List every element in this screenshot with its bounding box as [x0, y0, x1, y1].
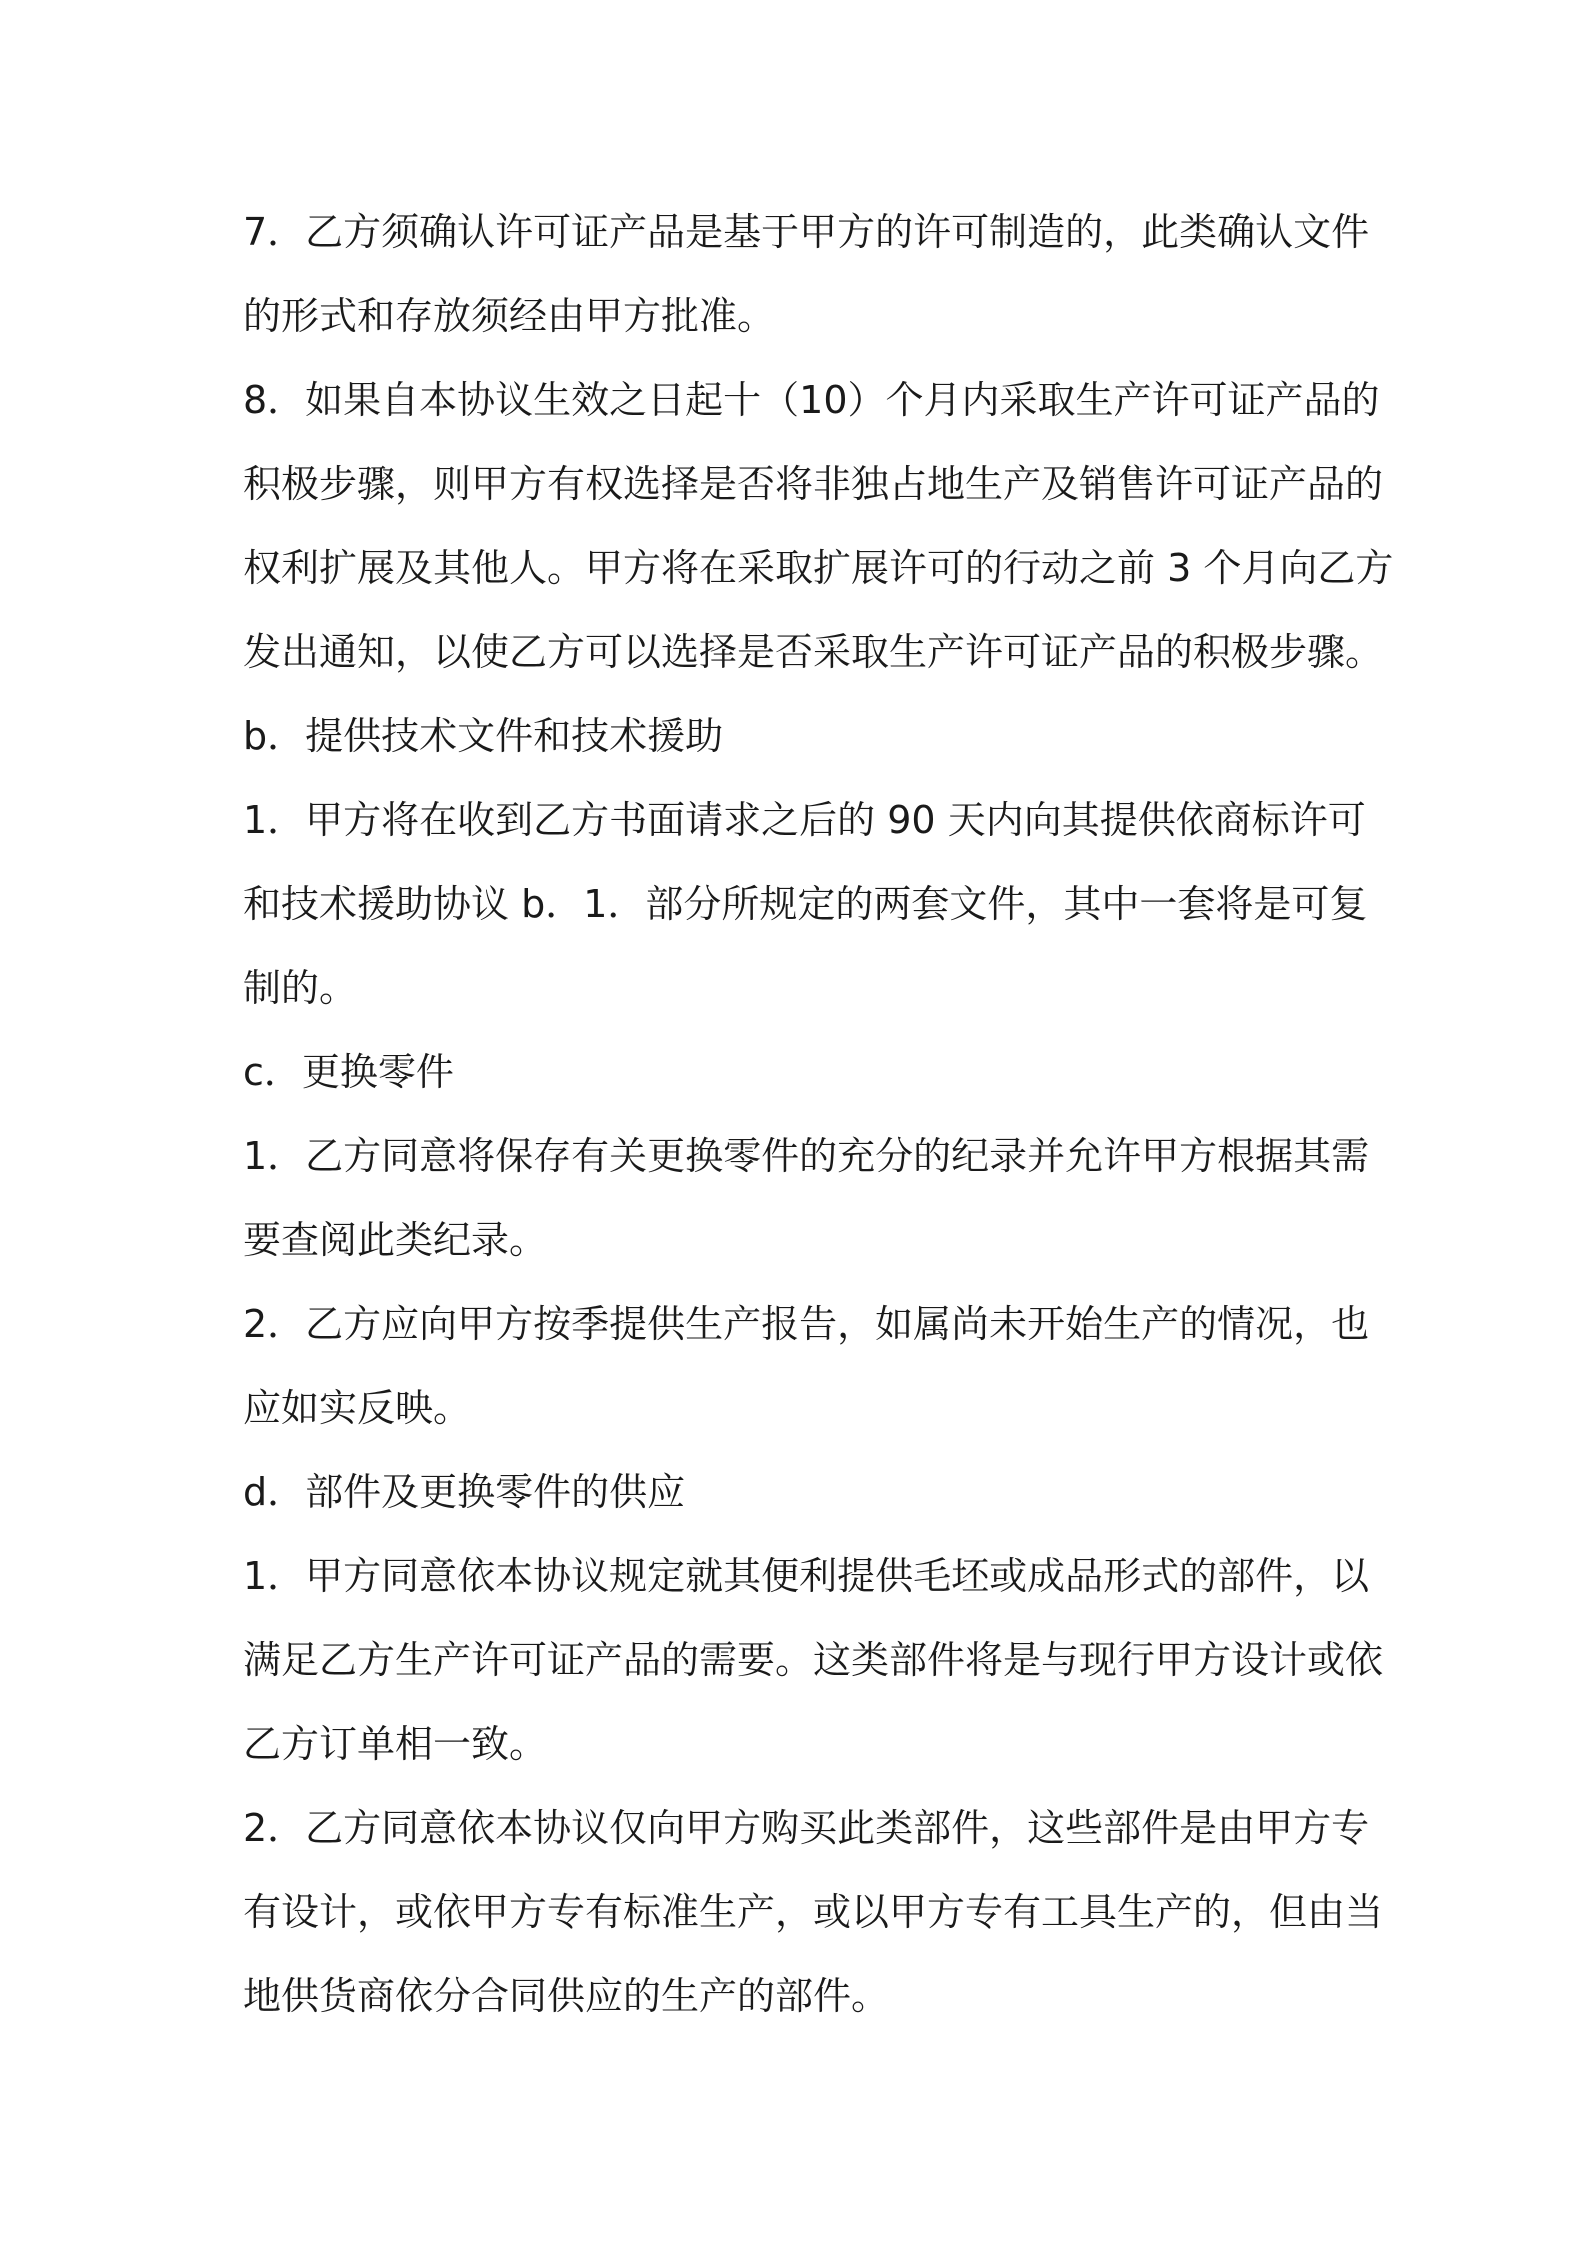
text-line: 2．乙方应向甲方按季提供生产报告，如属尚未开始生产的情况，也 — [243, 1302, 1370, 1346]
text-line: 乙方订单相一致。 — [243, 1722, 548, 1766]
text-line: 2．乙方同意依本协议仅向甲方购买此类部件，这些部件是由甲方专 — [243, 1806, 1370, 1850]
section-heading-d — [243, 1450, 1363, 1534]
text-line: 1．乙方同意将保存有关更换零件的充分的纪录并允许甲方根据其需 — [243, 1134, 1370, 1178]
section-heading-c — [243, 1030, 1363, 1114]
text-line: 8．如果自本协议生效之日起十（10）个月内采取生产许可证产品的 — [243, 378, 1380, 422]
paragraph-8 — [243, 358, 1394, 694]
text-line: 和技术援助协议 b．1．部分所规定的两套文件，其中一套将是可复 — [243, 882, 1368, 926]
paragraph-c2 — [243, 1282, 1370, 1450]
heading-line: c．更换零件 — [243, 1050, 454, 1094]
paragraph-c1 — [243, 1114, 1370, 1282]
paragraph-d1 — [243, 1534, 1384, 1786]
heading-line: b．提供技术文件和技术援助 — [243, 714, 724, 758]
text-line: 要查阅此类纪录。 — [243, 1218, 548, 1262]
section-heading-b — [243, 694, 1363, 778]
text-line: 满足乙方生产许可证产品的需要。这类部件将是与现行甲方设计或依 — [243, 1638, 1384, 1682]
text-line: 有设计，或依甲方专有标准生产，或以甲方专有工具生产的，但由当 — [243, 1890, 1384, 1934]
heading-line: d．部件及更换零件的供应 — [243, 1470, 686, 1514]
text-line: 制的。 — [243, 966, 358, 1010]
paragraph-d2 — [243, 1786, 1384, 2038]
text-line: 发出通知，以使乙方可以选择是否采取生产许可证产品的积极步骤。 — [243, 630, 1384, 674]
text-line: 权利扩展及其他人。甲方将在采取扩展许可的行动之前 3 个月向乙方 — [243, 546, 1394, 590]
text-line: 地供货商依分合同供应的生产的部件。 — [243, 1974, 890, 2018]
text-line: 1．甲方将在收到乙方书面请求之后的 90 天内向其提供依商标许可 — [243, 798, 1366, 842]
paragraph-7 — [243, 190, 1370, 358]
paragraph-b1 — [243, 778, 1368, 1030]
text-line: 1．甲方同意依本协议规定就其便利提供毛坯或成品形式的部件，以 — [243, 1554, 1370, 1598]
text-line: 应如实反映。 — [243, 1386, 472, 1430]
text-line: 7．乙方须确认许可证产品是基于甲方的许可制造的，此类确认文件 — [243, 210, 1370, 254]
document-body — [243, 190, 1394, 2038]
text-line: 积极步骤，则甲方有权选择是否将非独占地生产及销售许可证产品的 — [243, 462, 1384, 506]
text-line: 的形式和存放须经由甲方批准。 — [243, 294, 776, 338]
